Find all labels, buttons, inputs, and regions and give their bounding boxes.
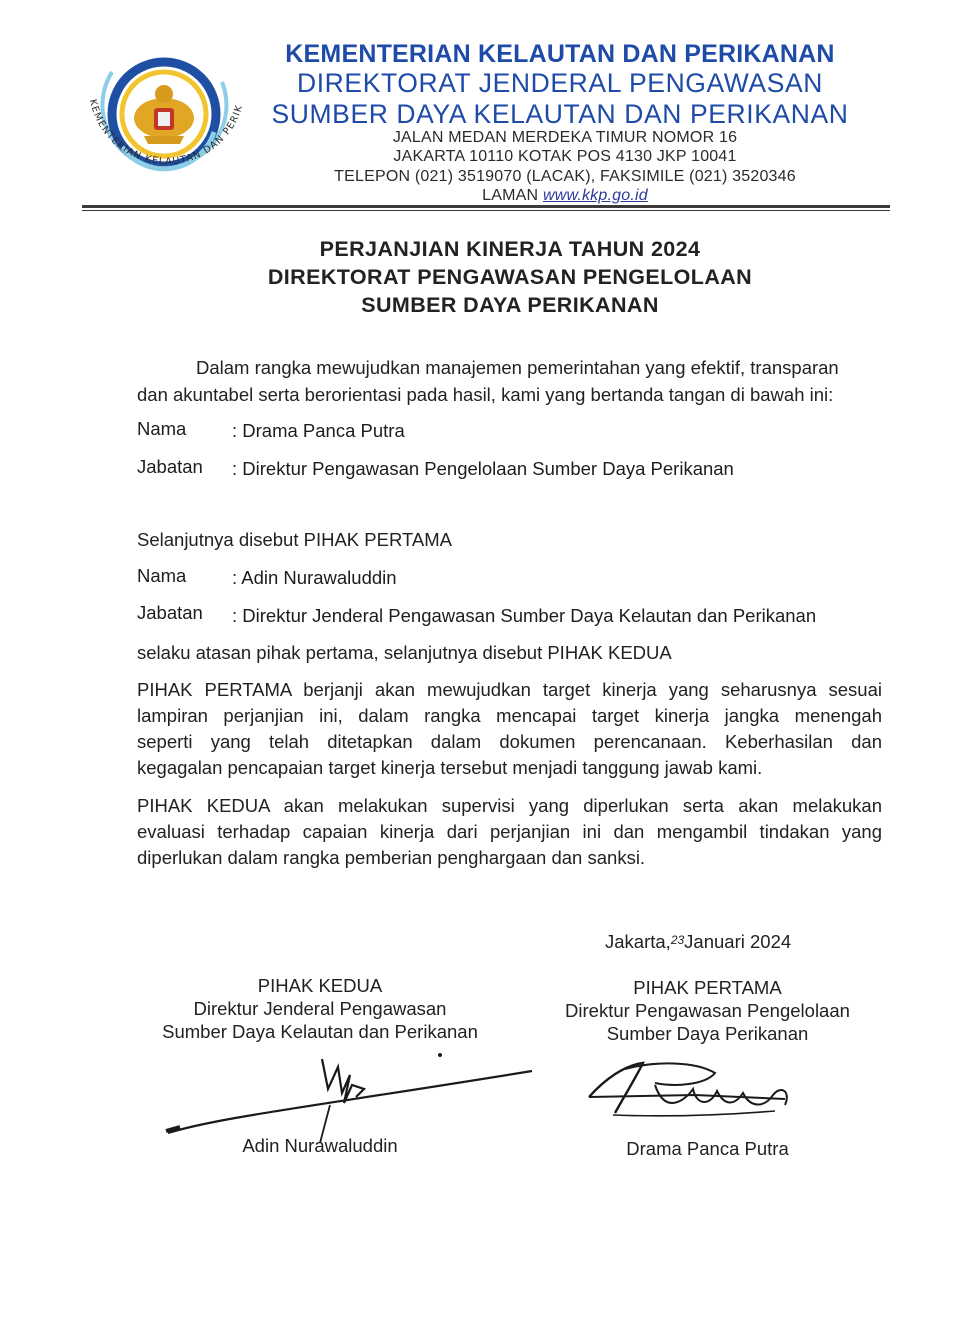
second-party-title-1: Direktur Jenderal Pengawasan [193,998,447,1019]
para2-line-2: evaluasi terhadap capaian kinerja dari perjanjian ini dan mengambil tindakan yang [137,821,882,842]
address-line-1: JALAN MEDAN MERDEKA TIMUR NOMOR 16 [392,129,738,146]
header-divider [82,205,890,208]
signing-month-year: Januari 2024 [684,931,792,952]
first-party-title-1: Direktur Pengawasan Pengelolaan [565,1000,850,1021]
directorate-line-2: SUMBER DAYA KELAUTAN DAN PERIKANAN [271,99,849,129]
signing-date [605,931,791,953]
intro-line-2: dan akuntabel serta berorientasi pada hasil, kami yang bertanda tangan di bawah ini: [137,384,834,405]
svg-text:KEMENTERIAN KELAUTAN DAN PERIK: KEMENTERIAN KELAUTAN DAN PERIK [86,98,246,168]
second-party-title-2: Sumber Daya Kelautan dan Perikanan [162,1021,478,1042]
party1-name-label: Nama [137,418,187,439]
intro-line-1: Dalam rangka mewujudkan manajemen pemerintahan yang efektif, transparan [196,357,839,378]
first-party-signature [585,1055,800,1135]
party2-designation: selaku atasan pihak pertama, selanjutnya disebut PIHAK KEDUA [137,642,672,663]
party2-name-label: Nama [137,565,187,586]
party1-position-label: Jabatan [137,456,203,477]
ministry-name: KEMENTERIAN KELAUTAN DAN PERIKANAN [285,40,835,68]
party1-designation: Selanjutnya disebut PIHAK PERTAMA [137,529,452,550]
party2-position-value: : Direktur Jenderal Pengawasan Sumber Daya Kelautan dan Perikanan [232,605,817,626]
document-title-line-3: SUMBER DAYA PERIKANAN [361,293,659,317]
para1-line-1: PIHAK PERTAMA berjanji akan mewujudkan target kinerja yang seharusnya sesuai [137,679,882,700]
party1-name-value: : Drama Panca Putra [232,420,405,441]
signing-place: Jakarta, [605,931,671,952]
address-line-3: TELEPON (021) 3519070 (LACAK), FAKSIMILE (021) 3520346 [334,168,796,185]
document-title-line-1: PERJANJIAN KINERJA TAHUN 2024 [319,237,701,261]
party2-name-value: : Adin Nurawaluddin [232,567,397,588]
party2-position-label: Jabatan [137,602,203,623]
website-label: LAMAN [482,187,539,204]
second-party-role: PIHAK KEDUA [257,975,383,996]
website-link[interactable]: www.kkp.go.id [542,187,648,204]
document-title-line-2: DIREKTORAT PENGAWASAN PENGELOLAAN [267,265,753,289]
header-divider-thin [82,210,890,211]
para2-line-3: diperlukan dalam rangka pemberian penghargaan dan sanksi. [137,847,646,868]
first-party-title-2: Sumber Daya Perikanan [606,1023,809,1044]
para2-line-1: PIHAK KEDUA akan melakukan supervisi yang diperlukan serta akan melakukan [137,795,882,816]
second-party-signature [160,1045,550,1145]
handwritten-day: 23 [670,933,685,947]
address-line-2: JAKARTA 10110 KOTAK POS 4130 JKP 10041 [393,148,737,165]
para1-line-4: kegagalan pencapaian target kinerja tersebut menjadi tanggung jawab kami. [137,757,763,778]
party1-position-value: : Direktur Pengawasan Pengelolaan Sumber Daya Perikanan [232,458,734,479]
directorate-line-1: DIREKTORAT JENDERAL PENGAWASAN [296,68,823,98]
first-party-name: Drama Panca Putra [626,1138,789,1159]
first-party-role: PIHAK PERTAMA [633,977,782,998]
second-party-name: Adin Nurawaluddin [242,1135,398,1156]
para1-line-3: seperti yang telah ditetapkan dalam dokumen perencanaan. Keberhasilan dan [137,731,882,752]
para1-line-2: lampiran perjanjian ini, dalam rangka mencapai target kinerja jangka menengah [137,705,882,726]
website-line [250,187,880,205]
ministry-logo [82,52,252,202]
